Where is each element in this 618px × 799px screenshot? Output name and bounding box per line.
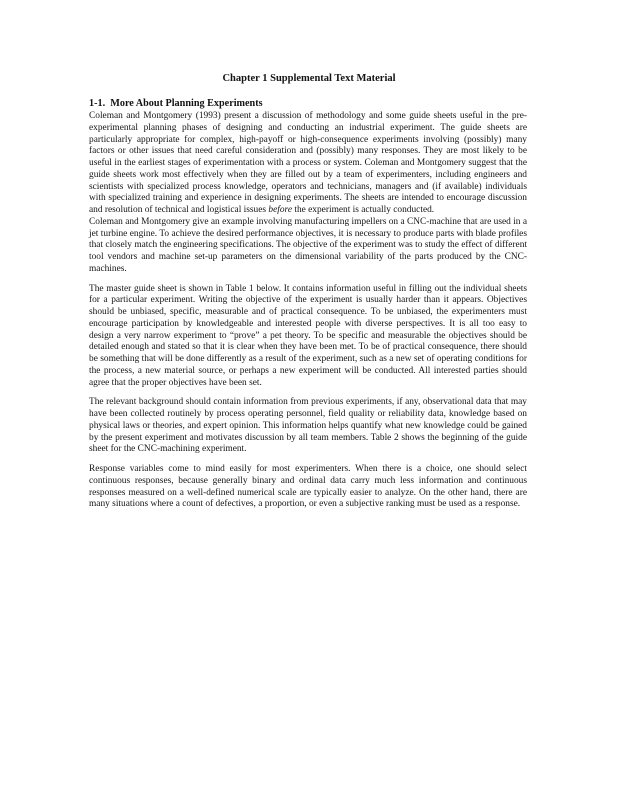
section-number: 1-1. [89,98,106,109]
paragraph-cnc-example: Coleman and Montgomery give an example involving manufacturing impellers on a CNC-machine that are used in a jet turbine engine. To achieve the desired performance objectives, it is necessary to produce parts with blade profiles that closely match the engineering specifications. The objective of the experiment was to study the effect of different tool vendors and machine set-up parameters on the dimensional variability of the parts produced by the CNC-machines. [89,216,527,274]
paragraph-text: the experiment is actually conducted. [294,205,435,215]
paragraph-text: Coleman and Montgomery (1993) present a discussion of methodology and some guide sheets useful in the pre-experimental planning phases of designing and conducting an industrial experiment. The guide sheets are particularly appropriate for complex, high-payoff or high-consequence experiments involving (possibly) many factors or other issues that need careful consideration and (possibly) many responses. They are most likely to be useful in the earliest stages of experimentation with a process or system. Coleman and Montgomery suggest that the guide sheets work most effectively when they are filled out by a team of experimenters, including engineers and scientists with specialized process knowledge, operators and technicians, managers and (if available) individuals with specialized training and experience in designing experiments. The sheets are intended to encourage discussion and resolution of technical and logistical issues [89,111,527,215]
paragraph-guide-sheets [89,111,527,217]
paragraph-master-guide-sheet: The master guide sheet is shown in Table 1 below. It contains information useful in filling out the individual sheets for a particular experiment. Writing the objective of the experiment is usually harder than it appears. Objectives should be unbiased, specific, measurable and of practical consequence. To be unbiased, the experimenters must encourage participation by knowledgeable and interested people with diverse perspectives. It is all too easy to design a very narrow experiment to “prove” a pet theory. To be specific and measurable the objectives should be detailed enough and stated so that it is clear when they have been met. To be of practical consequence, there should be something that will be done differently as a result of the experiment, such as a new set of operating conditions for the process, a new material source, or perhaps a new experiment will be conducted. All interested parties should agree that the proper objectives have been set. [89,283,527,388]
emphasis-text: before [268,205,292,215]
paragraph-response-variables: Response variables come to mind easily for most experimenters. When there is a choice, one should select continuous responses, because generally binary and ordinal data carry much less information and continuous responses measured on a well-defined numerical scale are typically easier to analyze. On the other hand, there are many situations where a count of defectives, a proportion, or even a subjective ranking must be used as a response. [89,464,527,510]
document-body [89,98,527,511]
section-title: More About Planning Experiments [110,98,263,109]
section-heading [89,98,527,110]
chapter-title: Chapter 1 Supplemental Text Material [222,73,396,84]
paragraph-relevant-background: The relevant background should contain information from previous experiments, if any, observational data that may have been collected routinely by process operating personnel, field quality or reliability data, knowledge based on physical laws or theories, and expert opinion. This information helps quantify what new knowledge could be gained by the present experiment and motivates discussion by all team members. Table 2 shows the beginning of the guide sheet for the CNC-machining experiment. [89,397,527,455]
